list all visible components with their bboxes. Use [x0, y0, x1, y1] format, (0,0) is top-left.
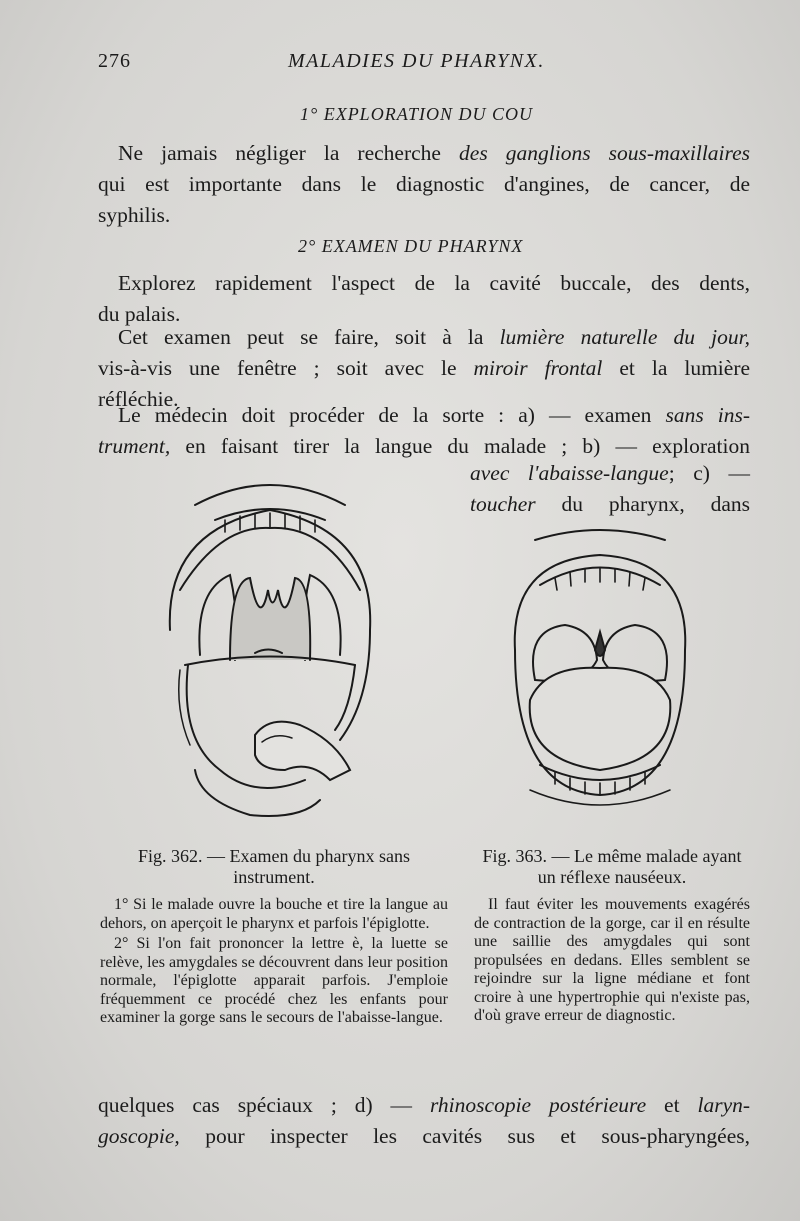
tongue-raised	[530, 668, 671, 770]
pharynx-back	[230, 578, 310, 660]
text-line: vis-à-vis une fenêtre ; soit avec le miroir frontal et la lumière	[98, 356, 751, 380]
nose-shadow-line	[195, 485, 345, 505]
text-line: syphilis.	[98, 203, 171, 227]
running-title: MALADIES DU PHARYNX.	[288, 50, 545, 72]
text-line: toucher du pharynx, dans	[470, 492, 750, 516]
section-heading-2: 2° EXAMEN DU PHARYNX	[298, 236, 524, 256]
figure-362-illustration	[160, 470, 400, 830]
figure-362-paragraph-2: 2° Si l'on fait prononcer la lettre è, la luette se relève, les amygdales se découvrent dans leur position normale, l'épiglotte apparait parfois. J'emploie fréquemment ce procédé chez les enfants pour examiner la gorge sans le secours de l'abaisse-langue.	[100, 935, 448, 1026]
section-heading-1: 1° EXPLORATION DU COU	[300, 104, 534, 124]
section2-paragraph-3	[98, 400, 750, 462]
uvula-gap	[595, 632, 605, 656]
chin-line	[195, 770, 320, 816]
section2-paragraph-1	[98, 268, 750, 330]
section2-paragraph-3-continued	[470, 458, 750, 520]
figure-362-title: Fig. 362. — Examen du pharynx sans instrument.	[138, 846, 410, 887]
closing-paragraph	[98, 1090, 750, 1152]
page-number: 276	[98, 50, 131, 72]
nose-shadow-line	[535, 530, 665, 540]
text-line: trument, en faisant tirer la langue du malade ; b) — exploration	[98, 434, 751, 458]
figure-363-title: Fig. 363. — Le même malade ayant un réflexe nauséeux.	[482, 846, 742, 887]
figure-362-caption	[100, 846, 448, 1030]
figure-363-paragraph-1: Il faut éviter les mouvements exagérés de contraction de la gorge, car il en résulte une saillie des amygdales qui sont propulsées en dedans. Elles semblent se rejoindre sur la ligne médiane et font croire à une hypertrophie qui n'existe pas, d'où grave erreur de diagnostic.	[474, 896, 750, 1024]
figure-363-caption	[474, 846, 750, 1028]
text-line: qui est importante dans le diagnostic d'angines, de cancer, de	[98, 172, 750, 196]
text-line: Explorez rapidement l'aspect de la cavité buccale, des dents,	[118, 271, 750, 295]
text-line: avec l'abaisse-langue; c) —	[470, 461, 750, 485]
figure-362-paragraph-1: 1° Si le malade ouvre la bouche et tire la langue au dehors, on aperçoit le pharynx et parfois l'épiglotte.	[100, 896, 448, 932]
text-line: Le médecin doit procéder de la sorte : a) — examen sans ins-	[118, 403, 750, 427]
text-line: réfléchie.	[98, 387, 179, 411]
text-line: Cet examen peut se faire, soit à la lumière naturelle du jour,	[118, 325, 751, 349]
text-line: Ne jamais négliger la recherche des ganglions sous-maxillaires	[118, 141, 750, 165]
section1-paragraph	[98, 138, 750, 231]
text-line: goscopie, pour inspecter les cavités sus et sous-pharyngées,	[98, 1124, 750, 1148]
text-line: quelques cas spéciaux ; d) — rhinoscopie postérieure et laryn-	[98, 1093, 751, 1117]
figure-363-illustration	[505, 520, 695, 820]
page-header	[98, 48, 752, 78]
text-line: du palais.	[98, 302, 181, 326]
